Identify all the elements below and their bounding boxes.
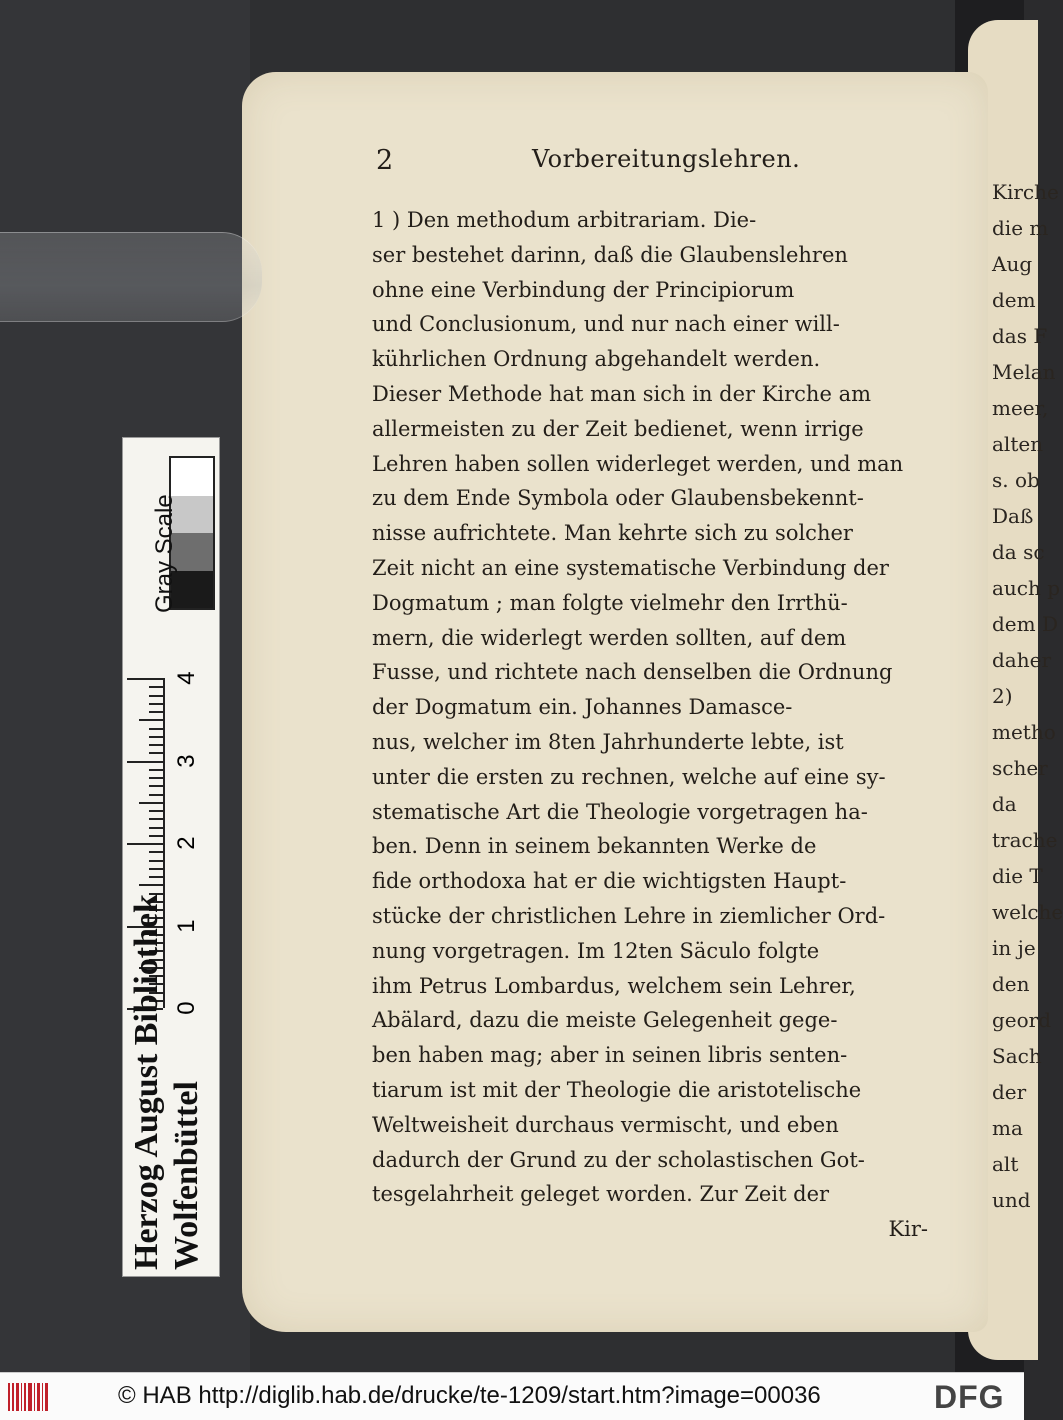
ruler-tick [149,851,163,853]
ruler-tick [139,719,163,721]
text-line: Fusse, und richtete nach denselben die Ordnung [372,660,893,685]
ruler-tick [149,711,163,713]
facing-page-line: Sach [992,1044,1042,1068]
text-line: dadurch der Grund zu der scholastischen Got- [372,1147,865,1172]
text-line: unter die ersten zu rechnen, welche auf eine sy- [372,764,886,789]
ruler-tick [149,703,163,705]
facing-page-line: scher [992,756,1048,780]
text-line: tesgelahrheit geleget worden. Zur Zeit der [372,1182,830,1207]
library-line-2: Wolfenbüttel [168,1081,205,1270]
text-line: ohne eine Verbindung der Principiorum [372,277,795,302]
text-line: stematische Art die Theologie vorgetragen ha- [372,799,868,824]
ruler-tick [149,728,163,730]
facing-page-line: da [992,792,1017,816]
text-line: stücke der christlichen Lehre in ziemlicher Ord- [372,903,886,928]
ruler-tick [127,678,163,680]
running-head: Vorbereitungslehren. [532,145,801,173]
facing-page-line: s. ob [992,468,1040,492]
ruler-number: 2 [173,836,200,850]
text-line: Zeit nicht an eine systematische Verbindung der [372,555,889,580]
page-header [372,145,932,181]
text-line: 1 ) Den methodum arbitrariam. Die- [372,208,757,232]
ruler-tick [149,686,163,688]
logo-bar [8,1383,10,1411]
scale-ruler [122,437,220,1277]
text-line: und Conclusionum, und nur nach einer will- [372,312,840,337]
facing-page-line: geord [992,1008,1052,1032]
ruler-tick [149,818,163,820]
logo-bar [34,1383,35,1411]
page-number: 2 [376,145,394,176]
library-name [127,894,207,1270]
ruler-tick [149,736,163,738]
text-line: ser bestehet darinn, daß die Glaubenslehren [372,242,848,267]
facing-page-line: alt [992,1152,1019,1176]
ruler-tick [149,827,163,829]
ruler-tick [149,860,163,862]
ruler-tick [127,843,163,845]
facing-page-line: trache [992,828,1058,852]
facing-page-line: dem [992,288,1036,312]
library-line-1: Herzog August Bibliothek [128,894,165,1270]
text-line: nisse aufrichtete. Man kehrte sich zu solcher [372,521,853,546]
facing-page-line: 2) [992,684,1013,708]
logo-bar [21,1383,22,1411]
ruler-tick [149,744,163,746]
gray-patch [171,458,213,496]
hab-logo-icon [8,1383,48,1411]
catchword: Kir- [888,1217,928,1242]
ruler-tick [149,769,163,771]
facing-page-line: meer, [992,396,1049,420]
facing-page-line: die T [992,864,1043,888]
facing-page-line: da sc [992,540,1045,564]
logo-bar [45,1383,48,1411]
text-line: nus, welcher im 8ten Jahrhunderte lebte, ist [372,729,844,754]
text-line: fide orthodoxa hat er die wichtigsten Haupt- [372,869,847,894]
text-line: kührlichen Ordnung abgehandelt werden. [372,347,821,372]
facing-page-line: ma [992,1116,1023,1140]
ruler-number: 1 [173,918,200,933]
text-line: zu dem Ende Symbola oder Glaubensbekennt- [372,486,864,511]
logo-bar [12,1383,13,1411]
text-line: tiarum ist mit der Theologie die aristotelische [372,1077,862,1102]
page-holder-strip [0,232,262,322]
facing-page-line: und [992,1188,1031,1212]
ruler-tick [139,802,163,804]
ruler-number: 0 [173,1001,200,1015]
text-line: Weltweisheit durchaus vermischt, und eben [372,1112,839,1137]
dfg-logo: DFG [934,1379,1005,1415]
text-line: allermeisten zu der Zeit bedienet, wenn irrige [372,416,864,441]
facing-page-line: alten [992,432,1044,456]
footer-bar [0,1372,1024,1420]
ruler-tick [149,835,163,837]
logo-bar [24,1383,26,1411]
ruler-tick [149,876,163,878]
text-line: Abälard, dazu die meiste Gelegenheit gege- [372,1008,838,1033]
ruler-tick [149,777,163,779]
text-line: mern, die widerlegt werden sollten, auf dem [372,625,847,650]
text-line: Lehren haben sollen widerleget werden, und man [372,451,904,476]
facing-page-line: das F [992,324,1048,348]
text-line: ben haben mag; aber in seinen libris senten- [372,1043,848,1068]
text-line: Dieser Methode hat man sich in der Kirche am [372,381,871,406]
logo-bar [37,1383,39,1411]
gray-scale-label: Gray Scale [151,494,178,613]
facing-page-line: Melan [992,360,1056,384]
facing-page-line: metho [992,720,1056,744]
logo-bar [42,1383,43,1411]
facing-page-line: den [992,972,1030,996]
facing-page-line: Aug [992,252,1033,276]
facing-page-line: Kirche [992,180,1059,204]
logo-bar [28,1383,32,1411]
facing-page-line: die m [992,216,1049,240]
ruler-tick [149,695,163,697]
facing-page-line: in je [992,936,1036,960]
page-text [372,145,932,1246]
ruler-tick [149,810,163,812]
text-line: nung vorgetragen. Im 12ten Säculo folgte [372,938,820,963]
facing-page-line: auch p [992,576,1061,600]
text-line: Dogmatum ; man folgte vielmehr den Irrthü- [372,590,848,615]
text-line: ben. Denn in seinem bekannten Werke de [372,834,817,859]
text-line: ihm Petrus Lombardus, welchem sein Lehrer, [372,973,856,998]
ruler-tick [127,761,163,763]
credit-link[interactable]: © HAB http://diglib.hab.de/drucke/te-1209/start.htm?image=00036 [118,1382,821,1409]
ruler-tick [149,868,163,870]
facing-page-line: dem D [992,612,1058,636]
ruler-tick [139,884,163,886]
body-text [372,203,932,1212]
ruler-tick [149,752,163,754]
ruler-tick [149,785,163,787]
ruler-number: 4 [173,671,200,685]
ruler-number: 3 [173,753,200,768]
logo-bar [16,1383,19,1411]
facing-page-line: daher [992,648,1052,672]
ruler-tick [149,794,163,796]
facing-page-line: Daß [992,504,1034,528]
facing-page-line: welche [992,900,1063,924]
facing-page-line: der [992,1080,1027,1104]
text-line: der Dogmatum ein. Johannes Damasce- [372,695,793,720]
